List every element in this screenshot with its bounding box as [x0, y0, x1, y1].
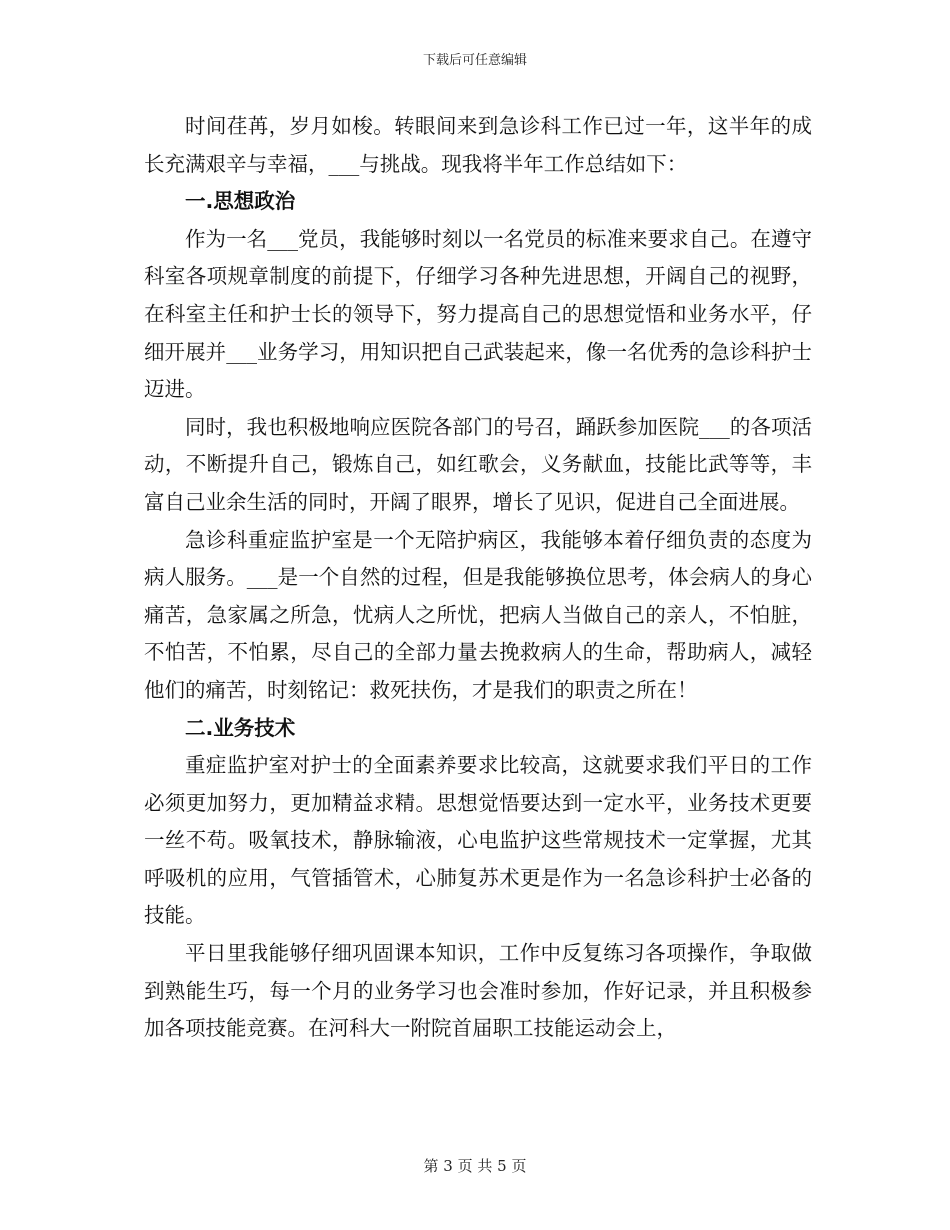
skills-paragraph-1: 重症监护室对护士的全面素养要求比较高，这就要求我们平日的工作必须更加努力，更加精益求精。思想觉悟要达到一定水平，业务技术更要一丝不苟。吸氧技术，静脉输液，心电监护这些常规技术一定掌握，尤其呼吸机的应用，气管插管术，心肺复苏术更是作为一名急诊科护士必备的技能。 [144, 753, 812, 928]
skills-paragraph-2: 平日里我能够仔细巩固课本知识，工作中反复练习各项操作，争取做到熟能生巧，每一个月的业务学习也会准时参加，作好记录，并且积极参加各项技能竞赛。在河科大一附院首届职工技能运动会上， [144, 941, 812, 1041]
document-body [144, 108, 812, 1048]
intro-paragraph: 时间荏苒，岁月如梭。转眼间来到急诊科工作已过一年，这半年的成长充满艰辛与幸福，___与挑战。现我将半年工作总结如下： [144, 114, 812, 176]
page-header: 下载后可任意编辑 [422, 53, 527, 68]
ideology-paragraph-1: 作为一名___党员，我能够时刻以一名党员的标准来要求自己。在遵守科室各项规章制度的前提下，仔细学习各种先进思想，开阔自己的视野，在科室主任和护士长的领导下，努力提高自己的思想觉悟和业务水平，仔细开展并___业务学习，用知识把自己武装起来，像一名优秀的急诊科护士迈进。 [144, 226, 812, 402]
ideology-paragraph-3: 急诊科重症监护室是一个无陪护病区，我能够本着仔细负责的态度为病人服务。___是一个自然的过程，但是我能够换位思考，体会病人的身心痛苦，急家属之所急，忧病人之所忧，把病人当做自己的亲人，不怕脏，不怕苦，不怕累，尽自己的全部力量去挽救病人的生命，帮助病人，减轻他们的痛苦，时刻铭记：救死扶伤，才是我们的职责之所在！ [144, 527, 812, 702]
ideology-paragraph-2: 同时，我也积极地响应医院各部门的号召，踊跃参加医院___的各项活动，不断提升自己，锻炼自己，如红歌会，义务献血，技能比武等等，丰富自己业余生活的同时，开阔了眼界，增长了见识，促进自己全面进展。 [144, 414, 812, 514]
section-heading-skills: 二.业务技术 [185, 715, 296, 740]
section-heading-ideology: 一.思想政治 [185, 189, 296, 214]
page-footer: 第 3 页 共 5 页 [423, 1157, 527, 1175]
